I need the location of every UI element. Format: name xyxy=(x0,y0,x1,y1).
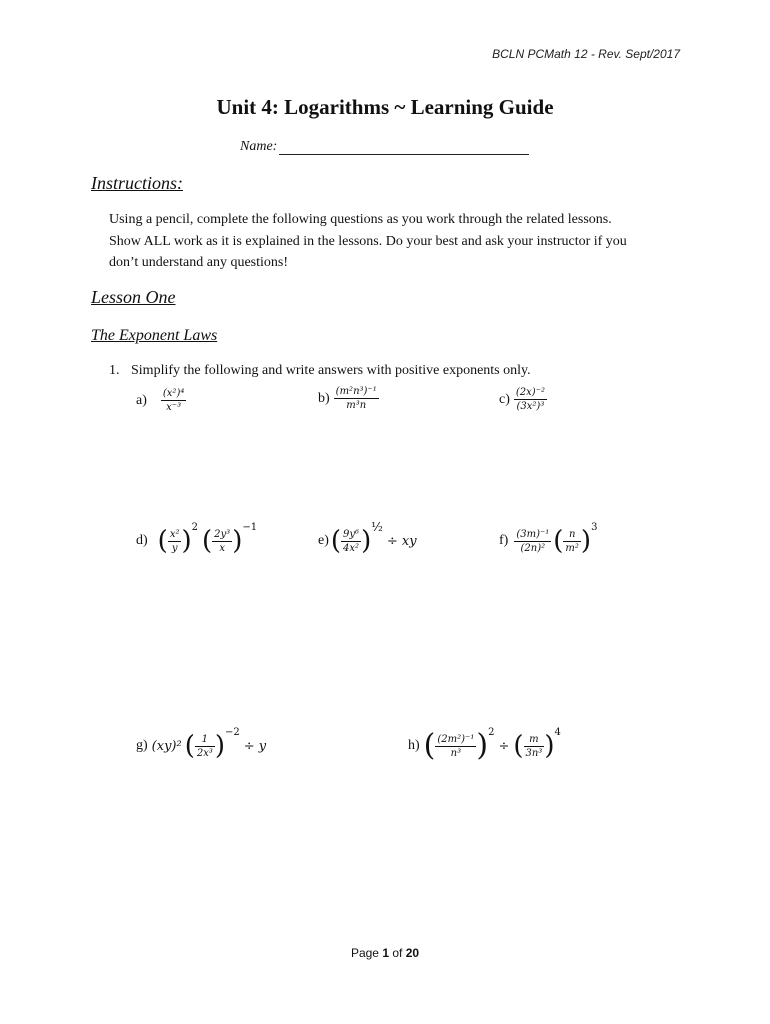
fraction: $\frac{\text{(x²)⁴}}{\text{x⁻³}}$ xyxy=(162,388,185,413)
problem-label: h) xyxy=(408,738,420,753)
instructions-heading: Instructions: xyxy=(91,173,183,193)
problem-label: b) xyxy=(318,390,330,406)
page-footer xyxy=(0,946,770,960)
expression: (xy)² ( $\frac{1}{\text{2x³}}$ ) −2 ÷ y xyxy=(151,726,267,761)
problem-label: e) xyxy=(318,533,329,548)
expression: ( $\frac{\text{(2m²)⁻¹}}{\text{n³}}$ ) 2 ÷ ( $\frac{m}{\text{3n³}}$ ) 4 xyxy=(423,726,561,763)
problem-label: c) xyxy=(499,391,510,407)
problem-label: g) xyxy=(136,738,148,753)
footer-page-number: 1 xyxy=(382,946,389,960)
problem-a xyxy=(136,388,186,413)
question-text: Simplify the following and write answers with positive exponents only. xyxy=(131,363,531,378)
name-field xyxy=(240,139,529,155)
problem-c xyxy=(499,387,547,412)
problem-e xyxy=(318,520,421,556)
problem-label: d) xyxy=(136,533,148,548)
expression: $\frac{\text{(3m)⁻¹}}{\text{(2n)²}}$ ( $\frac{n}{\text{m²}}$ ) 3 xyxy=(516,521,598,556)
problem-d xyxy=(136,521,258,556)
instructions-line: Using a pencil, complete the following questions as you work through the related lessons. xyxy=(109,212,612,227)
question-number: 1. xyxy=(109,363,120,378)
problem-b xyxy=(318,386,379,411)
expression: ( $\frac{\text{x²}}{y}$ ) 2 ( $\frac{\text{2y³}}{x}$ ) −1 xyxy=(157,521,258,556)
problem-f xyxy=(499,521,598,556)
name-label: Name: xyxy=(240,139,278,154)
instructions-line: don’t understand any questions! xyxy=(109,255,288,270)
expression: ( $\frac{\text{9y⁶}}{\text{4x²}}$ ) ¹⁄₂ ÷ xy xyxy=(330,520,417,556)
instructions-line: Show ALL work as it is explained in the lessons. Do your best and ask your instructor if you xyxy=(109,233,627,249)
problem-label: a) xyxy=(136,392,147,408)
question-1 xyxy=(109,363,531,379)
footer-mid: of xyxy=(389,946,406,960)
page-title: Unit 4: Logarithms ~ Learning Guide xyxy=(216,95,554,119)
document-header: BCLN PCMath 12 - Rev. Sept/2017 xyxy=(492,47,680,61)
fraction: $\frac{\text{(m²n³)⁻¹}}{\text{m³n}}$ xyxy=(335,386,377,411)
instructions-text xyxy=(109,209,689,274)
problem-g xyxy=(136,726,270,761)
footer-prefix: Page xyxy=(350,946,383,960)
lesson-subheading: The Exponent Laws xyxy=(91,327,218,344)
problem-label: f) xyxy=(499,533,509,548)
fraction: $\frac{\text{(2x)⁻²}}{\text{(3x²)³}}$ xyxy=(515,387,545,412)
lesson-heading: Lesson One xyxy=(91,287,176,307)
footer-page-total: 20 xyxy=(405,946,420,960)
name-line xyxy=(279,140,529,155)
problem-h xyxy=(408,726,561,763)
